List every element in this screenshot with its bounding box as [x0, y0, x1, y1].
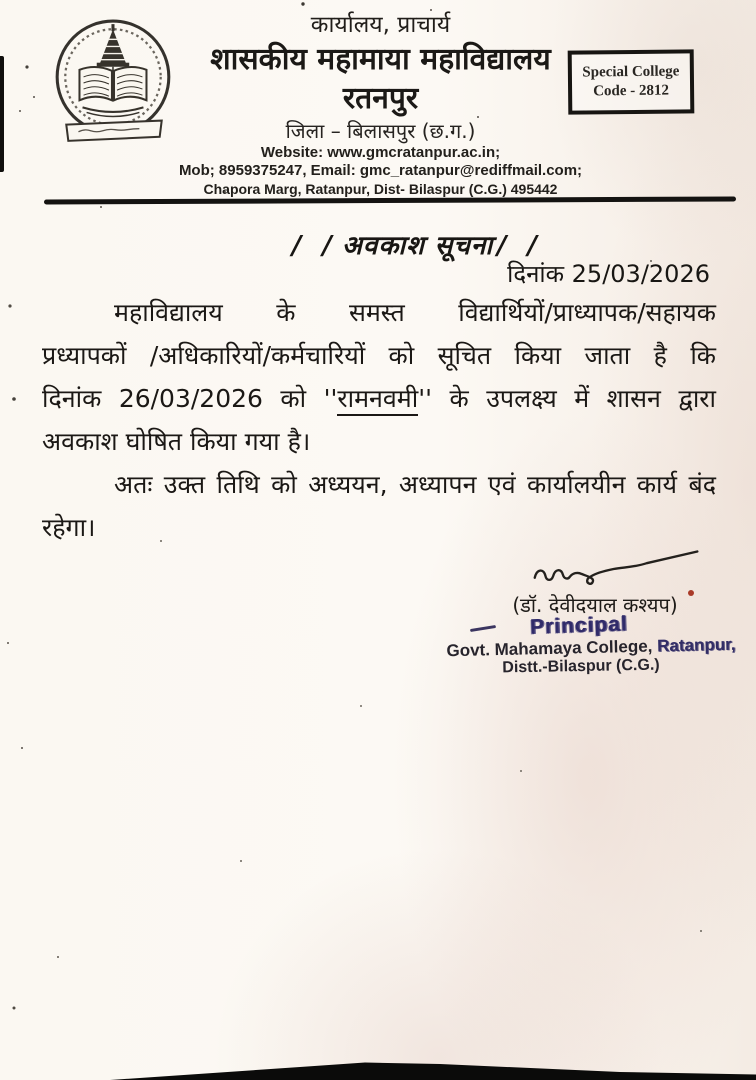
title-text: अवकाश सूचना	[342, 231, 494, 261]
scan-bottom-edge	[0, 1058, 756, 1080]
college-name: शासकीय महामाया महाविद्यालय	[210, 42, 551, 77]
signature-block	[440, 550, 740, 690]
code-box-line2: Code - 2812	[593, 82, 670, 100]
festival-name-underlined: रामनवमी	[337, 384, 418, 416]
para1-line2: प्रध्यापकों /अधिकारियों/कर्मचारियों को सूचित किया जाता है कि	[42, 341, 716, 370]
special-college-code-box	[568, 49, 695, 114]
signatory-name: (डॉ. देवीदयाल कश्यप)	[512, 593, 678, 617]
para2-line2: रहेगा।	[42, 513, 96, 542]
stamp-stray-mark	[470, 625, 496, 632]
stamp-org-line1-pre: Govt. Mahamaya College,	[446, 636, 658, 661]
para1-line3-post: '' के उपलक्ष्य में शासन द्वारा	[418, 384, 717, 413]
para1-line3	[42, 377, 716, 420]
title-slash-right: / /	[497, 231, 544, 261]
para2-line1: अतः उक्त तिथि को अध्ययन, अध्यापन एवं कार्यालयीन कार्य बंद	[114, 470, 716, 499]
principal-stamp: Principal	[529, 612, 629, 639]
para1-line1: महाविद्यालय के समस्त विद्यार्थियों/प्राध्यापक/सहायक	[114, 298, 716, 327]
red-ink-dot	[688, 590, 694, 596]
notice-body	[42, 291, 716, 549]
office-line: कार्यालय, प्राचार्य	[310, 12, 451, 38]
address-line: Chapora Marg, Ratanpur, Dist- Bilaspur (C.G.) 495442	[203, 181, 558, 197]
scan-speckles	[0, 0, 2, 2]
college-city: रतनपुर	[342, 81, 419, 116]
code-box-line1: Special College	[582, 63, 680, 81]
para1-line4: अवकाश घोषित किया गया है।	[42, 427, 311, 456]
handwritten-signature	[525, 550, 710, 590]
letterhead	[135, 10, 626, 198]
notice-date: दिनांक 25/03/2026	[507, 260, 710, 288]
contact-line: Mob; 8959375247, Email: gmc_ratanpur@rediffmail.com;	[178, 162, 583, 179]
scan-edge-strip	[0, 56, 4, 172]
para1-line3-pre: दिनांक 26/03/2026 को ''	[42, 384, 338, 413]
title-slash-left: / /	[292, 231, 339, 261]
stamp-org-line2: Distt.-Bilaspur (C.G.)	[502, 656, 660, 677]
website-line: Website: www.gmcratanpur.ac.in;	[260, 144, 501, 161]
district-line: जिला – बिलासपुर (छ.ग.)	[285, 119, 476, 143]
stamp-org-line1-city: Ratanpur,	[656, 634, 736, 656]
